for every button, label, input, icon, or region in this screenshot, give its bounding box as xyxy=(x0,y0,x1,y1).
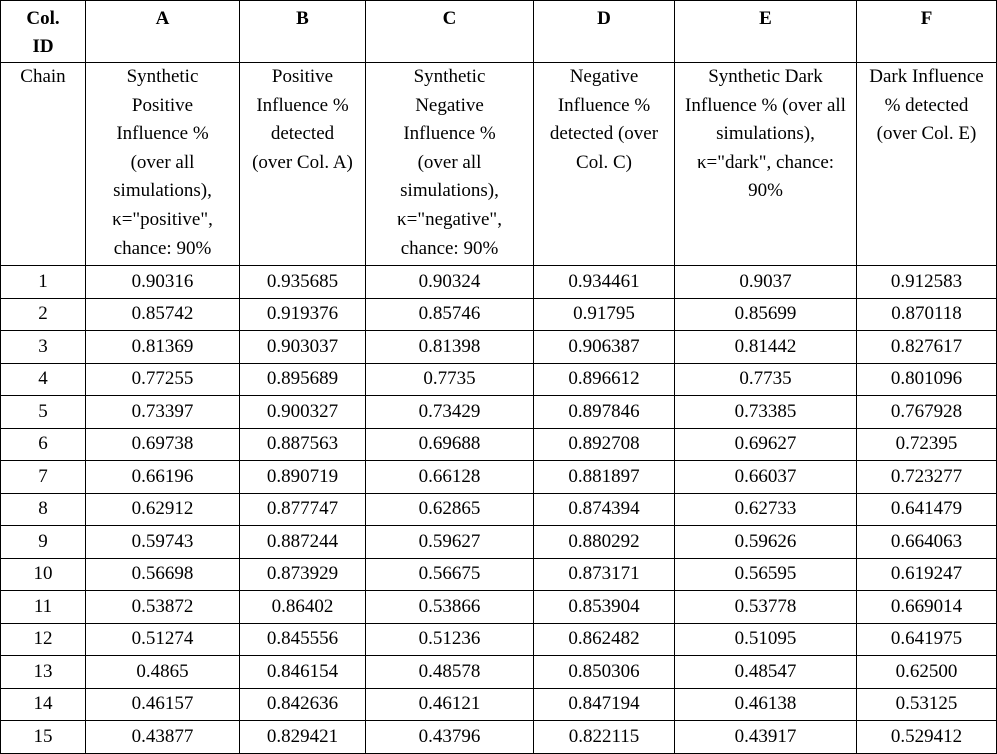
value-cell: 0.69627 xyxy=(675,428,857,461)
value-cell: 0.62865 xyxy=(366,493,534,526)
column-d-description: Negative Influence % detected (over Col. C) xyxy=(534,63,675,266)
value-cell: 0.896612 xyxy=(534,363,675,396)
value-cell: 0.51274 xyxy=(86,623,240,656)
value-cell: 0.48578 xyxy=(366,656,534,689)
value-cell: 0.822115 xyxy=(534,721,675,754)
value-cell: 0.827617 xyxy=(857,331,997,364)
value-cell: 0.73429 xyxy=(366,396,534,429)
value-cell: 0.59743 xyxy=(86,526,240,559)
value-cell: 0.48547 xyxy=(675,656,857,689)
value-cell: 0.7735 xyxy=(366,363,534,396)
value-cell: 0.9037 xyxy=(675,266,857,299)
value-cell: 0.62500 xyxy=(857,656,997,689)
value-cell: 0.59626 xyxy=(675,526,857,559)
value-cell: 0.86402 xyxy=(240,591,366,624)
chain-number-cell: 8 xyxy=(1,493,86,526)
value-cell: 0.912583 xyxy=(857,266,997,299)
value-cell: 0.853904 xyxy=(534,591,675,624)
chain-number-cell: 9 xyxy=(1,526,86,559)
chain-number-cell: 2 xyxy=(1,298,86,331)
value-cell: 0.46138 xyxy=(675,688,857,721)
value-cell: 0.880292 xyxy=(534,526,675,559)
value-cell: 0.81369 xyxy=(86,331,240,364)
value-cell: 0.845556 xyxy=(240,623,366,656)
table-row xyxy=(1,396,997,429)
value-cell: 0.881897 xyxy=(534,461,675,494)
chain-number-cell: 6 xyxy=(1,428,86,461)
value-cell: 0.43877 xyxy=(86,721,240,754)
value-cell: 0.53872 xyxy=(86,591,240,624)
value-cell: 0.81398 xyxy=(366,331,534,364)
value-cell: 0.890719 xyxy=(240,461,366,494)
value-cell: 0.53125 xyxy=(857,688,997,721)
value-cell: 0.56675 xyxy=(366,558,534,591)
value-cell: 0.72395 xyxy=(857,428,997,461)
value-cell: 0.62733 xyxy=(675,493,857,526)
value-cell: 0.90324 xyxy=(366,266,534,299)
value-cell: 0.801096 xyxy=(857,363,997,396)
value-cell: 0.85699 xyxy=(675,298,857,331)
value-cell: 0.900327 xyxy=(240,396,366,429)
value-cell: 0.51236 xyxy=(366,623,534,656)
chain-number-cell: 4 xyxy=(1,363,86,396)
column-e-description: Synthetic Dark Influence % (over all simulations), κ="dark", chance: 90% xyxy=(675,63,857,266)
value-cell: 0.53778 xyxy=(675,591,857,624)
value-cell: 0.51095 xyxy=(675,623,857,656)
chain-number-cell: 10 xyxy=(1,558,86,591)
value-cell: 0.664063 xyxy=(857,526,997,559)
table-row xyxy=(1,266,997,299)
table-row xyxy=(1,721,997,754)
value-cell: 0.7735 xyxy=(675,363,857,396)
value-cell: 0.43917 xyxy=(675,721,857,754)
value-cell: 0.874394 xyxy=(534,493,675,526)
value-cell: 0.53866 xyxy=(366,591,534,624)
value-cell: 0.641479 xyxy=(857,493,997,526)
value-cell: 0.641975 xyxy=(857,623,997,656)
chain-number-cell: 12 xyxy=(1,623,86,656)
column-id-header: Col. ID xyxy=(1,1,86,63)
column-b-description: Positive Influence % detected (over Col. A) xyxy=(240,63,366,266)
chain-number-cell: 14 xyxy=(1,688,86,721)
value-cell: 0.73385 xyxy=(675,396,857,429)
column-id-row xyxy=(1,1,997,63)
table-row xyxy=(1,688,997,721)
value-cell: 0.846154 xyxy=(240,656,366,689)
value-cell: 0.46157 xyxy=(86,688,240,721)
value-cell: 0.56595 xyxy=(675,558,857,591)
table-row xyxy=(1,298,997,331)
value-cell: 0.903037 xyxy=(240,331,366,364)
table-row xyxy=(1,493,997,526)
table-row xyxy=(1,331,997,364)
value-cell: 0.85746 xyxy=(366,298,534,331)
chain-number-cell: 15 xyxy=(1,721,86,754)
chain-number-cell: 13 xyxy=(1,656,86,689)
value-cell: 0.46121 xyxy=(366,688,534,721)
value-cell: 0.897846 xyxy=(534,396,675,429)
value-cell: 0.669014 xyxy=(857,591,997,624)
chain-number-cell: 1 xyxy=(1,266,86,299)
table-row xyxy=(1,461,997,494)
column-c-description: Synthetic Negative Influence % (over all simulations), κ="negative", chance: 90% xyxy=(366,63,534,266)
table-row xyxy=(1,526,997,559)
value-cell: 0.77255 xyxy=(86,363,240,396)
value-cell: 0.90316 xyxy=(86,266,240,299)
column-f-description: Dark Influence % detected (over Col. E) xyxy=(857,63,997,266)
chain-number-cell: 5 xyxy=(1,396,86,429)
table-row xyxy=(1,363,997,396)
description-row xyxy=(1,63,997,266)
value-cell: 0.62912 xyxy=(86,493,240,526)
value-cell: 0.877747 xyxy=(240,493,366,526)
chain-number-cell: 11 xyxy=(1,591,86,624)
value-cell: 0.767928 xyxy=(857,396,997,429)
value-cell: 0.892708 xyxy=(534,428,675,461)
table-row xyxy=(1,558,997,591)
column-d-header: D xyxy=(534,1,675,63)
value-cell: 0.56698 xyxy=(86,558,240,591)
chain-label: Chain xyxy=(1,63,86,266)
value-cell: 0.829421 xyxy=(240,721,366,754)
table-row xyxy=(1,428,997,461)
column-f-header: F xyxy=(857,1,997,63)
value-cell: 0.906387 xyxy=(534,331,675,364)
value-cell: 0.69688 xyxy=(366,428,534,461)
value-cell: 0.887244 xyxy=(240,526,366,559)
value-cell: 0.934461 xyxy=(534,266,675,299)
chain-number-cell: 7 xyxy=(1,461,86,494)
value-cell: 0.66037 xyxy=(675,461,857,494)
table-row xyxy=(1,656,997,689)
value-cell: 0.935685 xyxy=(240,266,366,299)
value-cell: 0.73397 xyxy=(86,396,240,429)
table-row xyxy=(1,623,997,656)
value-cell: 0.887563 xyxy=(240,428,366,461)
value-cell: 0.870118 xyxy=(857,298,997,331)
column-b-header: B xyxy=(240,1,366,63)
value-cell: 0.81442 xyxy=(675,331,857,364)
value-cell: 0.873171 xyxy=(534,558,675,591)
value-cell: 0.66128 xyxy=(366,461,534,494)
table-row xyxy=(1,591,997,624)
column-c-header: C xyxy=(366,1,534,63)
value-cell: 0.919376 xyxy=(240,298,366,331)
column-a-description: Synthetic Positive Influence % (over all simulations), κ="positive", chance: 90% xyxy=(86,63,240,266)
value-cell: 0.59627 xyxy=(366,526,534,559)
value-cell: 0.895689 xyxy=(240,363,366,396)
value-cell: 0.4865 xyxy=(86,656,240,689)
value-cell: 0.619247 xyxy=(857,558,997,591)
value-cell: 0.862482 xyxy=(534,623,675,656)
value-cell: 0.43796 xyxy=(366,721,534,754)
value-cell: 0.85742 xyxy=(86,298,240,331)
value-cell: 0.842636 xyxy=(240,688,366,721)
value-cell: 0.69738 xyxy=(86,428,240,461)
value-cell: 0.847194 xyxy=(534,688,675,721)
column-e-header: E xyxy=(675,1,857,63)
value-cell: 0.873929 xyxy=(240,558,366,591)
column-a-header: A xyxy=(86,1,240,63)
chain-number-cell: 3 xyxy=(1,331,86,364)
value-cell: 0.850306 xyxy=(534,656,675,689)
value-cell: 0.723277 xyxy=(857,461,997,494)
value-cell: 0.66196 xyxy=(86,461,240,494)
value-cell: 0.91795 xyxy=(534,298,675,331)
value-cell: 0.529412 xyxy=(857,721,997,754)
